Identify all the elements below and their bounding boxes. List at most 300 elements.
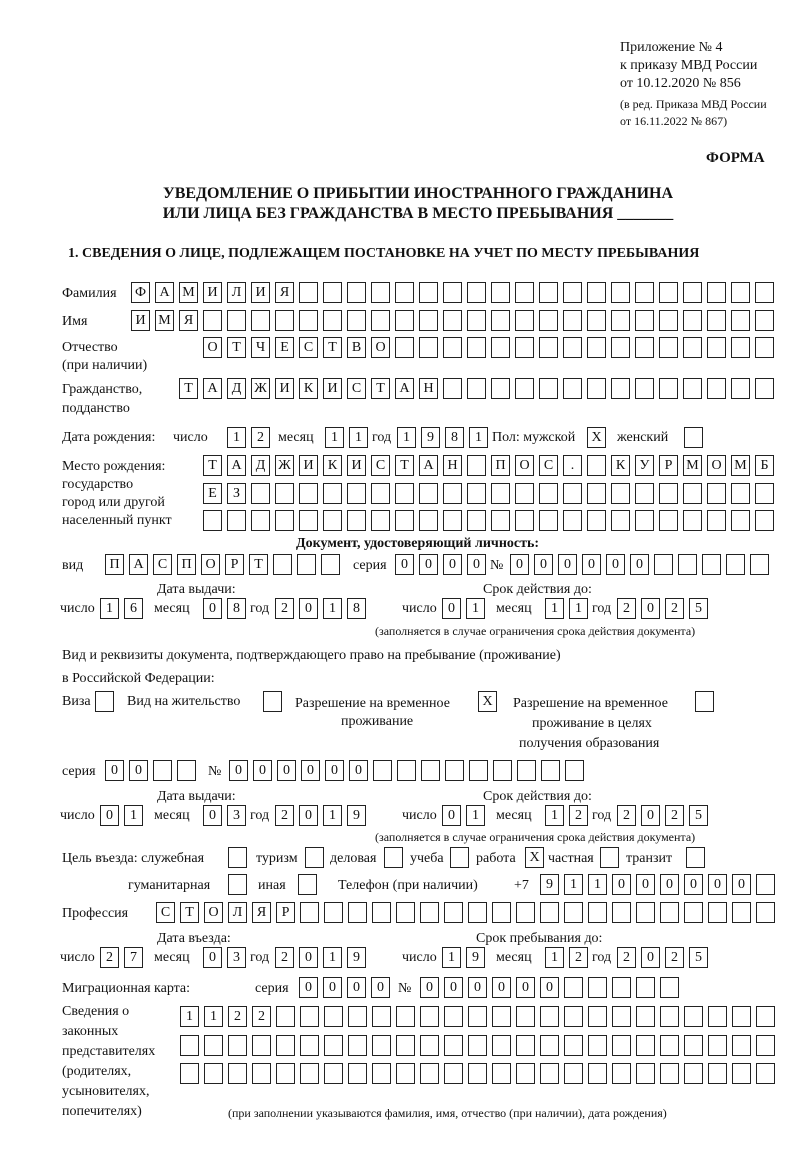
char-cell[interactable]: Н [443, 455, 462, 476]
char-cell[interactable]: Р [276, 902, 295, 923]
char-cell[interactable]: Т [203, 455, 222, 476]
char-cell[interactable] [707, 378, 726, 399]
char-cell[interactable] [348, 1063, 367, 1084]
char-cell[interactable]: А [203, 378, 222, 399]
char-cell[interactable]: Л [227, 282, 246, 303]
char-cell[interactable] [444, 1035, 463, 1056]
char-cell[interactable] [611, 510, 630, 531]
char-cell[interactable]: 0 [420, 977, 439, 998]
char-cell[interactable] [252, 1063, 271, 1084]
char-cell[interactable] [300, 902, 319, 923]
char-cell[interactable] [347, 282, 366, 303]
char-cell[interactable] [515, 378, 534, 399]
char-cell[interactable]: Т [323, 337, 342, 358]
char-cell[interactable]: Ж [275, 455, 294, 476]
char-cell[interactable] [563, 483, 582, 504]
char-cell[interactable]: Д [251, 455, 270, 476]
char-cell[interactable] [443, 282, 462, 303]
char-cell[interactable]: 0 [442, 598, 461, 619]
char-cell[interactable] [636, 1063, 655, 1084]
char-cell[interactable] [564, 1006, 583, 1027]
char-cell[interactable] [443, 378, 462, 399]
char-cell[interactable]: М [155, 310, 174, 331]
char-cell[interactable] [420, 1063, 439, 1084]
char-cell[interactable] [467, 378, 486, 399]
char-cell[interactable] [347, 310, 366, 331]
char-cell[interactable] [251, 310, 270, 331]
char-cell[interactable] [611, 483, 630, 504]
char-cell[interactable]: 0 [534, 554, 553, 575]
purpose-official-checkbox[interactable] [228, 847, 247, 868]
char-cell[interactable]: Т [249, 554, 268, 575]
char-cell[interactable] [492, 1063, 511, 1084]
char-cell[interactable] [731, 510, 750, 531]
char-cell[interactable] [539, 378, 558, 399]
char-cell[interactable]: 2 [275, 947, 294, 968]
char-cell[interactable] [419, 310, 438, 331]
char-cell[interactable]: 2 [665, 805, 684, 826]
char-cell[interactable] [420, 902, 439, 923]
char-cell[interactable] [204, 1035, 223, 1056]
char-cell[interactable]: 2 [100, 947, 119, 968]
char-cell[interactable] [180, 1063, 199, 1084]
char-cell[interactable]: 0 [510, 554, 529, 575]
char-cell[interactable]: 0 [323, 977, 342, 998]
char-cell[interactable]: М [683, 455, 702, 476]
trp-checkbox[interactable]: X [478, 691, 497, 712]
char-cell[interactable] [492, 902, 511, 923]
char-cell[interactable] [468, 1035, 487, 1056]
char-cell[interactable]: 1 [100, 598, 119, 619]
char-cell[interactable] [396, 1035, 415, 1056]
char-cell[interactable] [635, 282, 654, 303]
char-cell[interactable] [563, 282, 582, 303]
char-cell[interactable] [371, 510, 390, 531]
char-cell[interactable] [750, 554, 769, 575]
char-cell[interactable] [563, 378, 582, 399]
char-cell[interactable] [492, 1035, 511, 1056]
purpose-private-checkbox[interactable] [600, 847, 619, 868]
char-cell[interactable] [684, 1006, 703, 1027]
char-cell[interactable] [396, 1006, 415, 1027]
char-cell[interactable]: А [155, 282, 174, 303]
char-cell[interactable] [587, 310, 606, 331]
char-cell[interactable] [660, 977, 679, 998]
char-cell[interactable] [348, 902, 367, 923]
char-cell[interactable] [660, 902, 679, 923]
char-cell[interactable]: 1 [569, 598, 588, 619]
char-cell[interactable] [732, 1063, 751, 1084]
char-cell[interactable] [540, 1035, 559, 1056]
char-cell[interactable]: 0 [558, 554, 577, 575]
char-cell[interactable] [491, 282, 510, 303]
char-cell[interactable] [299, 510, 318, 531]
char-cell[interactable]: 0 [347, 977, 366, 998]
char-cell[interactable]: Ж [251, 378, 270, 399]
char-cell[interactable] [659, 282, 678, 303]
char-cell[interactable]: 0 [299, 598, 318, 619]
char-cell[interactable]: О [203, 337, 222, 358]
purpose-study-checkbox[interactable] [450, 847, 469, 868]
char-cell[interactable]: 0 [349, 760, 368, 781]
char-cell[interactable]: 2 [617, 947, 636, 968]
char-cell[interactable] [468, 1063, 487, 1084]
char-cell[interactable] [491, 510, 510, 531]
char-cell[interactable]: 1 [397, 427, 416, 448]
char-cell[interactable] [323, 310, 342, 331]
char-cell[interactable]: Я [179, 310, 198, 331]
char-cell[interactable] [373, 760, 392, 781]
char-cell[interactable] [299, 483, 318, 504]
char-cell[interactable] [731, 483, 750, 504]
char-cell[interactable]: 1 [545, 805, 564, 826]
char-cell[interactable]: П [105, 554, 124, 575]
char-cell[interactable] [564, 977, 583, 998]
char-cell[interactable] [732, 1035, 751, 1056]
char-cell[interactable]: О [204, 902, 223, 923]
char-cell[interactable]: У [635, 455, 654, 476]
char-cell[interactable]: 5 [689, 805, 708, 826]
char-cell[interactable] [563, 310, 582, 331]
char-cell[interactable] [726, 554, 745, 575]
char-cell[interactable] [660, 1006, 679, 1027]
char-cell[interactable]: 0 [129, 760, 148, 781]
sex-male-checkbox[interactable]: X [587, 427, 606, 448]
char-cell[interactable]: Я [252, 902, 271, 923]
purpose-business-checkbox[interactable] [384, 847, 403, 868]
char-cell[interactable]: 1 [442, 947, 461, 968]
char-cell[interactable] [564, 1063, 583, 1084]
char-cell[interactable] [708, 902, 727, 923]
char-cell[interactable]: 0 [253, 760, 272, 781]
char-cell[interactable] [227, 510, 246, 531]
char-cell[interactable]: 0 [203, 598, 222, 619]
char-cell[interactable] [587, 378, 606, 399]
char-cell[interactable] [443, 337, 462, 358]
char-cell[interactable] [612, 1035, 631, 1056]
char-cell[interactable] [540, 1063, 559, 1084]
char-cell[interactable] [540, 1006, 559, 1027]
char-cell[interactable]: 9 [421, 427, 440, 448]
char-cell[interactable]: 5 [689, 947, 708, 968]
char-cell[interactable]: 2 [665, 947, 684, 968]
char-cell[interactable] [204, 1063, 223, 1084]
char-cell[interactable] [275, 510, 294, 531]
char-cell[interactable]: 9 [466, 947, 485, 968]
char-cell[interactable] [419, 510, 438, 531]
char-cell[interactable] [683, 337, 702, 358]
char-cell[interactable] [468, 902, 487, 923]
char-cell[interactable] [323, 510, 342, 531]
char-cell[interactable] [252, 1035, 271, 1056]
char-cell[interactable]: Т [180, 902, 199, 923]
char-cell[interactable] [491, 483, 510, 504]
char-cell[interactable]: И [299, 455, 318, 476]
char-cell[interactable] [273, 554, 292, 575]
char-cell[interactable]: 0 [540, 977, 559, 998]
char-cell[interactable] [467, 510, 486, 531]
char-cell[interactable] [467, 455, 486, 476]
char-cell[interactable] [588, 1006, 607, 1027]
char-cell[interactable]: 0 [277, 760, 296, 781]
char-cell[interactable] [491, 337, 510, 358]
char-cell[interactable]: 6 [124, 598, 143, 619]
char-cell[interactable]: 3 [227, 947, 246, 968]
char-cell[interactable]: 1 [588, 874, 607, 895]
char-cell[interactable] [564, 902, 583, 923]
char-cell[interactable]: 2 [569, 805, 588, 826]
char-cell[interactable] [588, 1063, 607, 1084]
char-cell[interactable] [755, 510, 774, 531]
char-cell[interactable]: К [611, 455, 630, 476]
char-cell[interactable] [396, 1063, 415, 1084]
char-cell[interactable]: 3 [227, 805, 246, 826]
char-cell[interactable]: К [299, 378, 318, 399]
char-cell[interactable] [180, 1035, 199, 1056]
char-cell[interactable]: 1 [323, 947, 342, 968]
char-cell[interactable] [684, 1035, 703, 1056]
char-cell[interactable] [467, 282, 486, 303]
char-cell[interactable] [732, 902, 751, 923]
char-cell[interactable] [491, 378, 510, 399]
trp-edu-checkbox[interactable] [695, 691, 714, 712]
char-cell[interactable] [515, 310, 534, 331]
char-cell[interactable] [678, 554, 697, 575]
char-cell[interactable]: И [251, 282, 270, 303]
char-cell[interactable] [300, 1063, 319, 1084]
char-cell[interactable] [419, 337, 438, 358]
char-cell[interactable] [756, 902, 775, 923]
char-cell[interactable] [588, 902, 607, 923]
char-cell[interactable]: 0 [442, 805, 461, 826]
char-cell[interactable] [611, 378, 630, 399]
char-cell[interactable] [756, 874, 775, 895]
char-cell[interactable] [323, 282, 342, 303]
char-cell[interactable]: З [227, 483, 246, 504]
char-cell[interactable] [419, 282, 438, 303]
char-cell[interactable] [707, 337, 726, 358]
char-cell[interactable]: 0 [636, 874, 655, 895]
char-cell[interactable] [395, 337, 414, 358]
char-cell[interactable] [756, 1035, 775, 1056]
char-cell[interactable] [636, 1035, 655, 1056]
char-cell[interactable] [469, 760, 488, 781]
char-cell[interactable]: 0 [630, 554, 649, 575]
char-cell[interactable] [587, 282, 606, 303]
char-cell[interactable]: 0 [299, 977, 318, 998]
char-cell[interactable]: Р [659, 455, 678, 476]
purpose-other-checkbox[interactable] [298, 874, 317, 895]
char-cell[interactable] [588, 1035, 607, 1056]
char-cell[interactable]: 0 [299, 947, 318, 968]
char-cell[interactable] [707, 282, 726, 303]
char-cell[interactable]: 2 [275, 805, 294, 826]
char-cell[interactable]: 1 [204, 1006, 223, 1027]
char-cell[interactable]: 0 [612, 874, 631, 895]
char-cell[interactable] [684, 1063, 703, 1084]
char-cell[interactable] [731, 310, 750, 331]
char-cell[interactable] [612, 1063, 631, 1084]
char-cell[interactable] [443, 483, 462, 504]
char-cell[interactable]: В [347, 337, 366, 358]
char-cell[interactable]: С [347, 378, 366, 399]
char-cell[interactable] [539, 337, 558, 358]
char-cell[interactable]: Т [371, 378, 390, 399]
char-cell[interactable]: Ф [131, 282, 150, 303]
char-cell[interactable] [493, 760, 512, 781]
char-cell[interactable]: С [299, 337, 318, 358]
char-cell[interactable] [636, 902, 655, 923]
char-cell[interactable]: 0 [299, 805, 318, 826]
char-cell[interactable]: 1 [545, 598, 564, 619]
char-cell[interactable]: 0 [203, 947, 222, 968]
char-cell[interactable] [515, 282, 534, 303]
char-cell[interactable] [299, 282, 318, 303]
char-cell[interactable] [541, 760, 560, 781]
char-cell[interactable] [708, 1063, 727, 1084]
char-cell[interactable] [395, 282, 414, 303]
sex-female-checkbox[interactable] [684, 427, 703, 448]
char-cell[interactable]: 1 [349, 427, 368, 448]
char-cell[interactable]: 0 [606, 554, 625, 575]
char-cell[interactable]: 2 [665, 598, 684, 619]
char-cell[interactable] [275, 483, 294, 504]
char-cell[interactable]: 0 [444, 977, 463, 998]
char-cell[interactable] [660, 1063, 679, 1084]
char-cell[interactable]: 1 [325, 427, 344, 448]
char-cell[interactable] [372, 902, 391, 923]
char-cell[interactable]: 2 [617, 805, 636, 826]
char-cell[interactable] [372, 1063, 391, 1084]
char-cell[interactable]: Е [275, 337, 294, 358]
char-cell[interactable] [587, 483, 606, 504]
char-cell[interactable]: 1 [180, 1006, 199, 1027]
char-cell[interactable]: 5 [689, 598, 708, 619]
char-cell[interactable]: 7 [124, 947, 143, 968]
char-cell[interactable]: 1 [227, 427, 246, 448]
char-cell[interactable] [731, 337, 750, 358]
char-cell[interactable] [227, 310, 246, 331]
char-cell[interactable] [565, 760, 584, 781]
char-cell[interactable]: 1 [469, 427, 488, 448]
char-cell[interactable]: 0 [468, 977, 487, 998]
char-cell[interactable]: Ч [251, 337, 270, 358]
char-cell[interactable]: С [371, 455, 390, 476]
char-cell[interactable] [348, 1035, 367, 1056]
char-cell[interactable]: К [323, 455, 342, 476]
char-cell[interactable]: 0 [684, 874, 703, 895]
char-cell[interactable] [443, 510, 462, 531]
char-cell[interactable] [636, 1006, 655, 1027]
char-cell[interactable] [539, 282, 558, 303]
char-cell[interactable] [251, 483, 270, 504]
char-cell[interactable] [587, 510, 606, 531]
char-cell[interactable]: 0 [641, 598, 660, 619]
char-cell[interactable] [755, 310, 774, 331]
char-cell[interactable] [539, 510, 558, 531]
char-cell[interactable] [732, 1006, 751, 1027]
char-cell[interactable]: 0 [100, 805, 119, 826]
char-cell[interactable] [443, 310, 462, 331]
char-cell[interactable]: А [227, 455, 246, 476]
char-cell[interactable] [444, 902, 463, 923]
char-cell[interactable] [708, 1035, 727, 1056]
char-cell[interactable]: О [707, 455, 726, 476]
char-cell[interactable]: 2 [617, 598, 636, 619]
char-cell[interactable] [702, 554, 721, 575]
char-cell[interactable]: А [419, 455, 438, 476]
char-cell[interactable] [612, 977, 631, 998]
char-cell[interactable] [324, 1006, 343, 1027]
char-cell[interactable] [659, 510, 678, 531]
char-cell[interactable]: 2 [275, 598, 294, 619]
char-cell[interactable]: 1 [545, 947, 564, 968]
char-cell[interactable] [492, 1006, 511, 1027]
char-cell[interactable] [324, 1035, 343, 1056]
char-cell[interactable]: И [203, 282, 222, 303]
char-cell[interactable]: Л [228, 902, 247, 923]
char-cell[interactable]: 1 [466, 805, 485, 826]
char-cell[interactable] [419, 483, 438, 504]
char-cell[interactable]: 0 [492, 977, 511, 998]
char-cell[interactable] [756, 1006, 775, 1027]
char-cell[interactable] [420, 1035, 439, 1056]
char-cell[interactable] [228, 1063, 247, 1084]
char-cell[interactable] [540, 902, 559, 923]
char-cell[interactable] [276, 1063, 295, 1084]
char-cell[interactable]: 8 [227, 598, 246, 619]
char-cell[interactable] [755, 337, 774, 358]
char-cell[interactable]: 8 [445, 427, 464, 448]
char-cell[interactable] [516, 1063, 535, 1084]
char-cell[interactable] [707, 510, 726, 531]
char-cell[interactable]: Т [179, 378, 198, 399]
char-cell[interactable] [564, 1035, 583, 1056]
char-cell[interactable] [707, 310, 726, 331]
char-cell[interactable] [683, 282, 702, 303]
char-cell[interactable] [468, 1006, 487, 1027]
char-cell[interactable] [635, 378, 654, 399]
char-cell[interactable] [324, 1063, 343, 1084]
char-cell[interactable] [611, 282, 630, 303]
char-cell[interactable]: 0 [105, 760, 124, 781]
char-cell[interactable] [300, 1035, 319, 1056]
char-cell[interactable]: Т [227, 337, 246, 358]
char-cell[interactable]: 0 [660, 874, 679, 895]
char-cell[interactable]: Б [755, 455, 774, 476]
char-cell[interactable]: О [515, 455, 534, 476]
char-cell[interactable] [445, 760, 464, 781]
char-cell[interactable] [153, 760, 172, 781]
char-cell[interactable]: 2 [228, 1006, 247, 1027]
char-cell[interactable]: Н [419, 378, 438, 399]
char-cell[interactable] [636, 977, 655, 998]
char-cell[interactable]: 0 [443, 554, 462, 575]
char-cell[interactable]: 9 [347, 805, 366, 826]
char-cell[interactable] [516, 902, 535, 923]
char-cell[interactable]: С [539, 455, 558, 476]
char-cell[interactable] [659, 337, 678, 358]
visa-checkbox[interactable] [95, 691, 114, 712]
char-cell[interactable] [659, 310, 678, 331]
char-cell[interactable]: С [156, 902, 175, 923]
char-cell[interactable]: 0 [301, 760, 320, 781]
char-cell[interactable] [467, 310, 486, 331]
char-cell[interactable]: 0 [395, 554, 414, 575]
char-cell[interactable] [421, 760, 440, 781]
purpose-work-checkbox[interactable]: X [525, 847, 544, 868]
char-cell[interactable] [371, 310, 390, 331]
